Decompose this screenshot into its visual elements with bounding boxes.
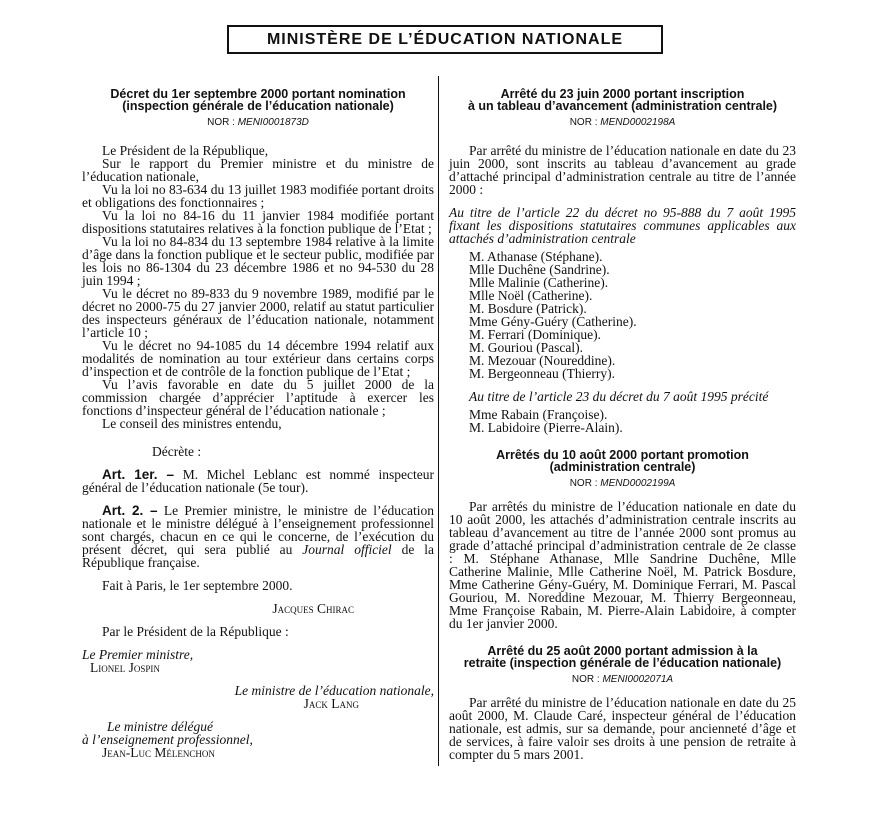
right-column: [449, 88, 796, 761]
arrete-3-nor: NOR : MENI0002071A: [571, 674, 674, 685]
decree-title: Décret du 1er septembre 2000 portant nomination (inspection générale de l’éducation nationale): [110, 87, 406, 113]
arrete-1-list-1: [449, 250, 796, 380]
left-column: [82, 88, 434, 759]
arrete-1-body: Par arrêté du ministre de l’éducation nationale en date du 23 juin 2000, sont inscrits au tableau d’avancement au grade d’attaché principal d’administration centrale au titre de l’année 2000 :: [449, 143, 796, 197]
arrete-2-nor: NOR : MEND0002199A: [569, 478, 676, 489]
list-item: M. Mezouar (Noureddine).: [469, 353, 616, 368]
men-name: Jack Lang: [303, 696, 359, 711]
paragraph: Vu la loi no 83-634 du 13 juillet 1983 modifiée portant droits et obligations des fonctionnaires ;: [82, 182, 434, 210]
list-item: M. Athanase (Stéphane).: [469, 249, 603, 264]
list-item: M. Gouriou (Pascal).: [469, 340, 583, 355]
par-le-president: Par le Président de la République :: [102, 624, 289, 639]
delegue-title: Le ministre délégué: [107, 719, 213, 734]
paragraph: Le conseil des ministres entendu,: [102, 416, 282, 431]
list-item: Mlle Malinie (Catherine).: [469, 275, 609, 290]
arrete-1-section-1: Au titre de l’article 22 du décret no 95-888 du 7 août 1995 fixant les dispositions statutaires communes applicables aux attachés d’administration centrale: [449, 205, 796, 246]
article-2: Art. 2. – Le Premier ministre, le ministre de l’éducation nationale et le ministre délégué à l’enseignement professionnel sont chargés, chacun en ce qui le concerne, de l’exécution du présent décret, qui sera publié au Journal officiel de la République française.: [82, 503, 435, 570]
list-item: M. Ferrari (Dominique).: [469, 327, 601, 342]
paragraph: Vu le décret no 94-1085 du 14 décembre 1994 relatif aux modalités de nomination au tour extérieur dans certains corps d’inspection et de contrôle de la fonction publique de l’Etat ;: [82, 338, 434, 379]
arrete-2-title: Arrêtés du 10 août 2000 portant promotion (administration centrale): [496, 448, 749, 474]
ministry-header: MINISTÈRE DE L’ÉDUCATION NATIONALE: [227, 25, 663, 54]
arrete-3-body: Par arrêté du ministre de l’éducation nationale en date du 25 août 2000, M. Claude Caré, inspecteur général de l’éducation nationale, est admis, sur sa demande, pour ancienneté d’âge et de services, à faire valoir ses droits à une pension de retraite à compter du 5 mars 2001.: [449, 695, 796, 762]
arrete-3-title: Arrêté du 25 août 2000 portant admission à la retraite (inspection générale de l’éducation nationale): [463, 644, 782, 670]
arrete-1-list-2: [449, 408, 796, 434]
pm-name: Lionel Jospin: [90, 660, 160, 675]
list-item: M. Labidoire (Pierre-Alain).: [469, 420, 623, 435]
list-item: M. Bergeonneau (Thierry).: [469, 366, 615, 381]
list-item: Mme Rabain (Françoise).: [469, 407, 608, 422]
list-item: M. Bosdure (Patrick).: [469, 301, 587, 316]
delegue-title-2: à l’enseignement professionnel,: [82, 732, 253, 747]
arrete-1-title: Arrêté du 23 juin 2000 portant inscription à un tableau d’avancement (administration centrale): [467, 87, 778, 113]
list-item: Mme Gény-Guéry (Catherine).: [469, 314, 637, 329]
signature-president: Jacques Chirac: [272, 601, 354, 616]
paragraph: Vu la loi no 84-16 du 11 janvier 1984 modifiée portant dispositions statutaires relatives à la fonction publique de l’Etat ;: [82, 208, 434, 236]
column-divider: [438, 76, 439, 766]
paragraph: Vu l’avis favorable en date du 5 juillet 2000 de la commission chargée d’apprécier l’aptitude à exercer les fonctions d’inspecteur général de l’éducation nationale ;: [82, 377, 434, 418]
article-1: Art. 1er. – M. Michel Leblanc est nommé inspecteur général de l’éducation nationale (5e tour).: [82, 467, 435, 495]
fait-a-paris: Fait à Paris, le 1er septembre 2000.: [102, 578, 293, 593]
paragraph: Sur le rapport du Premier ministre et du ministre de l’éducation nationale,: [82, 156, 434, 184]
arrete-1-section-2: Au titre de l’article 23 du décret du 7 août 1995 précité: [469, 389, 769, 404]
paragraph: Le Président de la République,: [102, 143, 269, 158]
delegue-name: Jean-Luc Mélenchon: [102, 745, 215, 760]
pm-title: Le Premier ministre,: [82, 647, 194, 662]
arrete-1-nor: NOR : MEND0002198A: [569, 117, 676, 128]
decrete-label: Décrète :: [152, 444, 202, 459]
decree-preamble: [82, 144, 434, 430]
men-title: Le ministre de l’éducation nationale,: [234, 683, 434, 698]
decree-nor: NOR : MENI0001873D: [207, 117, 309, 128]
list-item: Mlle Duchêne (Sandrine).: [469, 262, 610, 277]
paragraph: Vu la loi no 84-834 du 13 septembre 1984 relative à la limite d’âge dans la fonction publique et le secteur public, modifiée par les lois no 86-1304 du 23 décembre 1986 et no 94-530 du 28 juin 1994 ;: [82, 234, 434, 288]
paragraph: Vu le décret no 89-833 du 9 novembre 1989, modifié par le décret no 2000-75 du 27 janvier 2000, relatif au statut particulier des inspecteurs généraux de l’éducation nationale, notamment l’article 10 ;: [82, 286, 434, 340]
arrete-2-body: Par arrêtés du ministre de l’éducation nationale en date du 10 août 2000, les attachés d’administration centrale inscrits au tableau d’avancement au titre de l’année 2000 sont promus au grade d’attaché principal d’administration centrale de 2e classe : M. Stéphane Athanase, Mlle Sandrine Duchêne, Mlle Catherine Malinie, Mlle Catherine Noël, M. Patrick Bosdure, Mme Catherine Gény-Guéry, M. Dominique Ferrari, M. Pascal Gouriou, M. Noreddine Mezouar, M. Thierry Bergeonneau, Mme Françoise Rabain, M. Pierre-Alain Labidoire, à compter du 1er janvier 2000.: [449, 499, 796, 631]
list-item: Mlle Noël (Catherine).: [469, 288, 593, 303]
